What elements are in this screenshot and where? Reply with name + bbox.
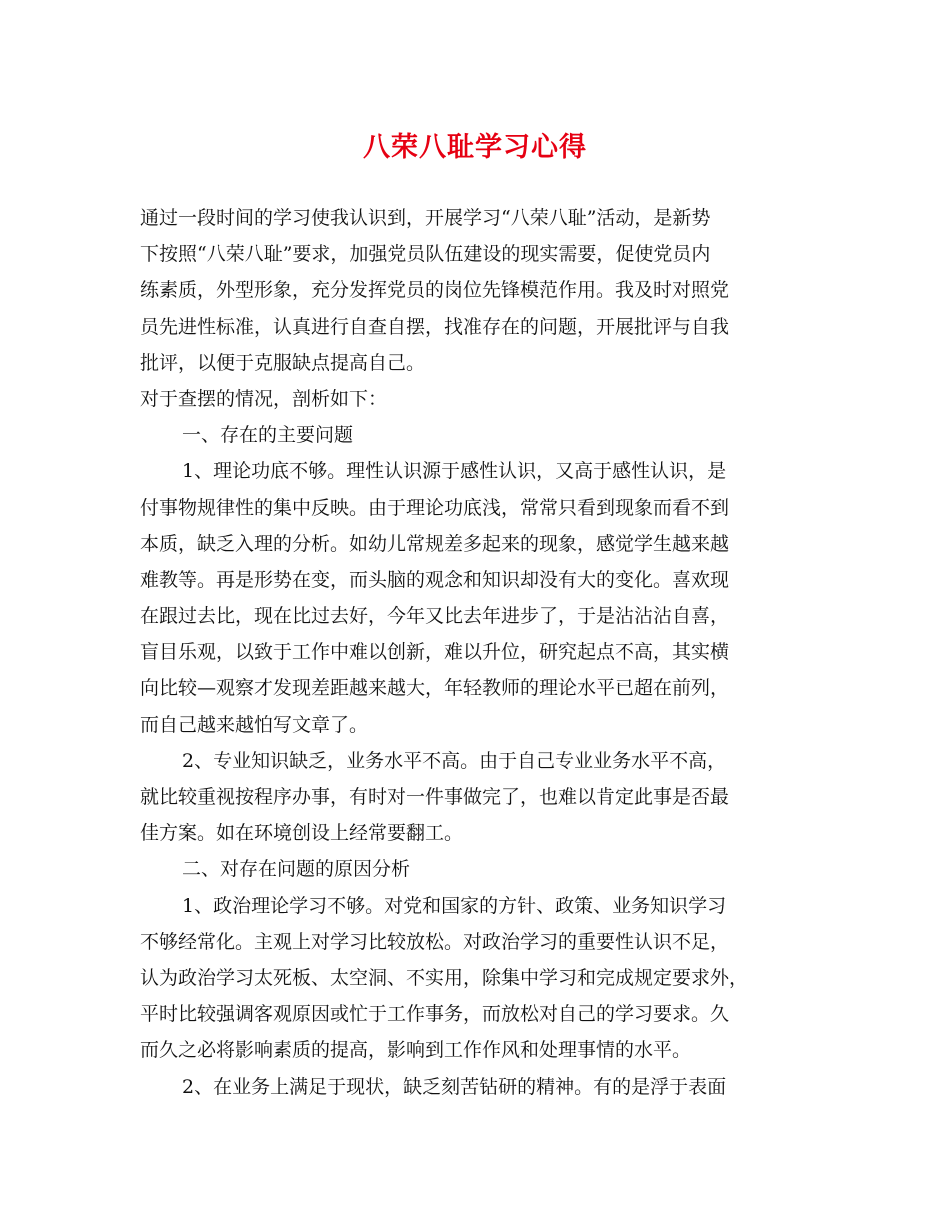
text-line: 1、理论功底不够。理性认识源于感性认识，又高于感性认识，是 — [182, 460, 727, 483]
text-line: 二、对存在问题的原因分析 — [182, 858, 411, 881]
text-line: 难教等。再是形势在变，而头脑的观念和知识却没有大的变化。喜欢现 — [140, 568, 730, 591]
text-line: 在跟过去比，现在比过去好，今年又比去年进步了，于是沾沾沾自喜， — [140, 605, 730, 628]
text-line: 批评，以便于克服缺点提高自己。 — [140, 351, 426, 374]
text-line: 向比较—观察才发现差距越来越大，年轻教师的理论水平已超在前列， — [140, 677, 730, 700]
text-line: 而久之必将影响素质的提高，影响到工作作风和处理事情的水平。 — [140, 1039, 692, 1062]
text-line: 2、专业知识缺乏，业务水平不高。由于自己专业业务水平不高， — [182, 749, 727, 772]
text-line: 通过一段时间的学习使我认识到，开展学习“八荣八耻”活动，是新势 — [140, 207, 711, 229]
text-line: 佳方案。如在环境创设上经常要翻工。 — [140, 822, 464, 845]
text-line: 平时比较强调客观原因或忙于工作事务，而放松对自己的学习要求。久 — [140, 1003, 730, 1026]
text-line: 而自己越来越怕写文章了。 — [140, 713, 369, 736]
text-line: 认为政治学习太死板、太空洞、不实用，除集中学习和完成规定要求外， — [140, 966, 749, 989]
text-line: 下按照“八荣八耻”要求，加强党员队伍建设的现实需要，促使党员内 — [140, 243, 711, 266]
text-line: 本质，缺乏入理的分析。如幼儿常规差多起来的现象，感觉学生越来越 — [140, 532, 730, 555]
text-line: 2、在业务上满足于现状，缺乏刻苦钻研的精神。有的是浮于表面 — [182, 1075, 727, 1098]
document-body — [140, 200, 812, 1105]
text-line: 练素质，外型形象，充分发挥党员的岗位先锋模范作用。我及时对照党 — [140, 279, 730, 302]
text-line: 对于查摆的情况，剖析如下： — [140, 387, 388, 410]
text-line: 一、存在的主要问题 — [182, 424, 354, 447]
text-line: 员先进性标准，认真进行自查自摆，找准存在的问题，开展批评与自我 — [140, 315, 730, 338]
text-line: 盲目乐观，以致于工作中难以创新，难以升位，研究起点不高，其实横 — [140, 641, 730, 664]
text-line: 就比较重视按程序办事，有时对一件事做完了，也难以肯定此事是否最 — [140, 786, 730, 808]
document-title: 八荣八耻学习心得 — [363, 132, 587, 163]
text-line: 付事物规律性的集中反映。由于理论功底浅，常常只看到现象而看不到 — [140, 496, 730, 519]
text-line: 1、政治理论学习不够。对党和国家的方针、政策、业务知识学习 — [182, 894, 727, 917]
text-line: 不够经常化。主观上对学习比较放松。对政治学习的重要性认识不足， — [140, 930, 730, 953]
